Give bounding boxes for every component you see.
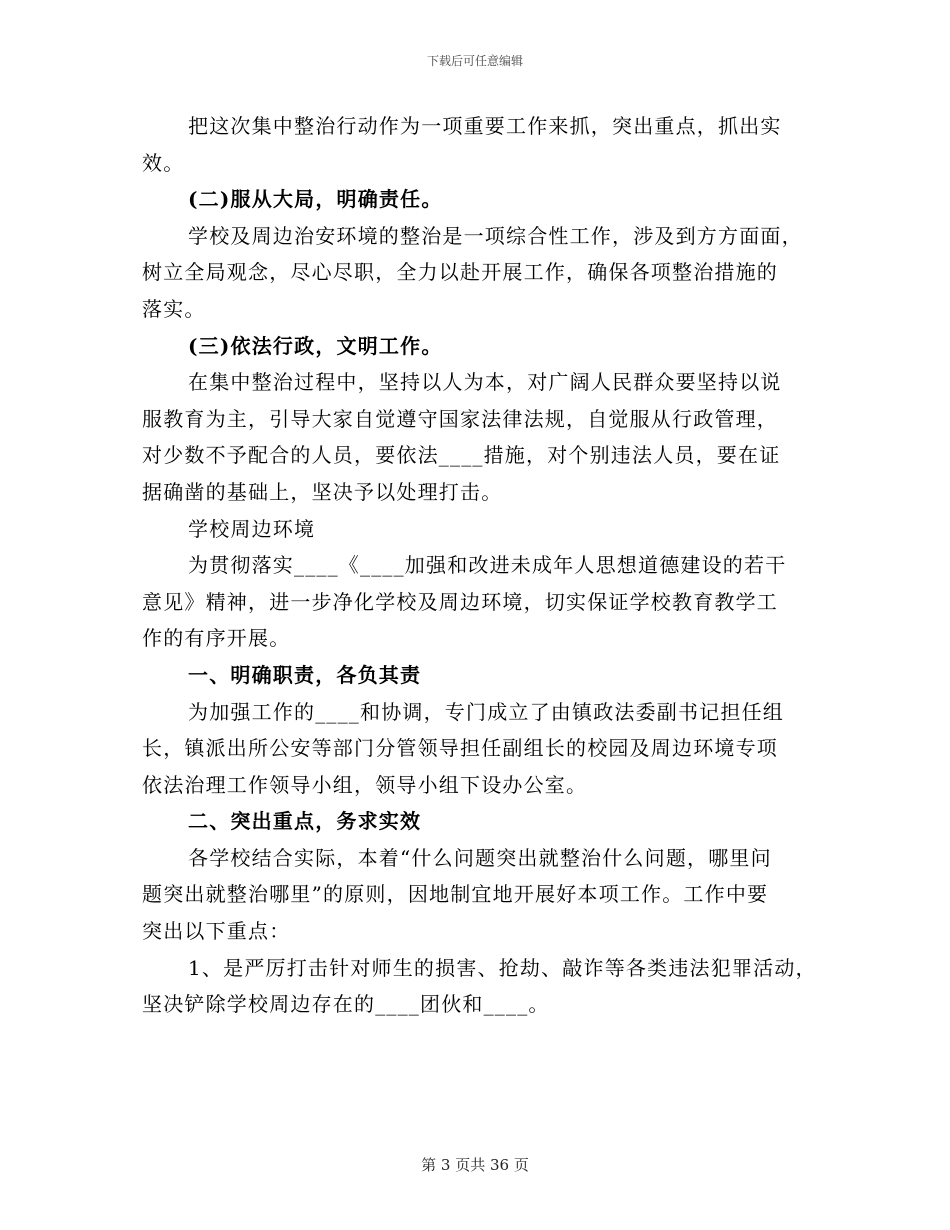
- section-heading: 二、突出重点，务求实效: [188, 809, 422, 834]
- header-note: 下载后可任意编辑: [426, 54, 523, 68]
- text-line: 意见》精神，进一步净化学校及周边环境，切实保证学校教育教学工: [142, 589, 778, 614]
- text-line: 题突出就整治哪里”的原则，因地制宜地开展好本项工作。工作中要: [142, 882, 769, 907]
- document-body: [142, 108, 822, 1023]
- list-item: 1、是严厉打击针对师生的损害、抢劫、敲诈等各类违法犯罪活动，: [188, 955, 817, 980]
- text-line: 各学校结合实际，本着“什么问题突出就整治什么问题，哪里问: [188, 845, 772, 870]
- text-line: 坚决铲除学校周边存在的____团伙和____。: [142, 992, 550, 1017]
- text-line: 据确凿的基础上，坚决予以处理打击。: [142, 479, 503, 504]
- section-heading: 一、明确职责，各负其责: [188, 662, 422, 687]
- section-heading: (三)依法行政，文明工作。: [188, 333, 443, 358]
- document-subtitle: 学校周边环境: [188, 516, 316, 541]
- text-line: 树立全局观念，尽心尽职，全力以赴开展工作，确保各项整治措施的: [142, 260, 778, 285]
- text-line: 长，镇派出所公安等部门分管领导担任副组长的校园及周边环境专项: [142, 736, 778, 761]
- text-line: 服教育为主，引导大家自觉遵守国家法律法规，自觉服从行政管理，: [142, 406, 778, 431]
- text-line: 为贯彻落实____《____加强和改进未成年人思想道德建设的若干: [188, 553, 787, 578]
- text-line: 在集中整治过程中，坚持以人为本，对广阔人民群众要坚持以说: [188, 370, 782, 395]
- page-number: 第 3 页共 36 页: [421, 1156, 529, 1174]
- text-line: 为加强工作的____和协调，专门成立了由镇政法委副书记担任组: [188, 699, 784, 724]
- section-heading: (二)服从大局，明确责任。: [188, 187, 443, 212]
- text-line: 作的有序开展。: [142, 626, 291, 651]
- text-line: 学校及周边治安环境的整治是一项综合性工作，涉及到方方面面，: [188, 223, 803, 248]
- text-line: 对少数不予配合的人员，要依法____措施，对个别违法人员，要在证: [142, 443, 781, 468]
- text-line: 突出以下重点：: [142, 919, 291, 944]
- text-line: 依法治理工作领导小组，领导小组下设办公室。: [142, 772, 588, 797]
- text-line: 落实。: [142, 296, 206, 321]
- text-line: 效。: [142, 150, 185, 175]
- text-line: 把这次集中整治行动作为一项重要工作来抓，突出重点，抓出实: [188, 114, 782, 138]
